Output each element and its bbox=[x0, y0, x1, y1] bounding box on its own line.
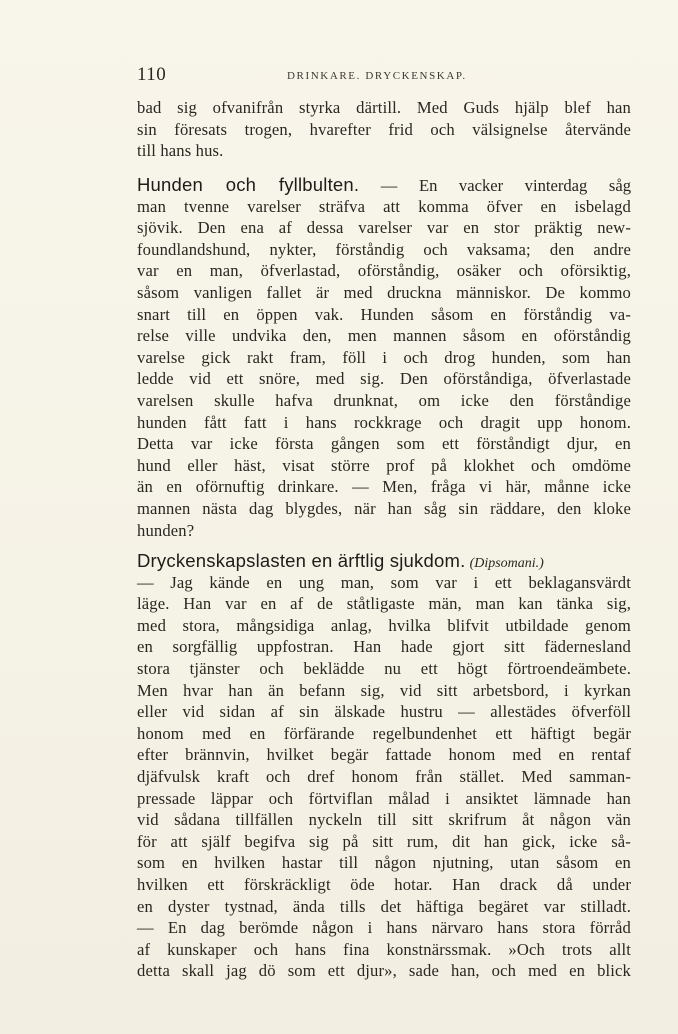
text-line: Men hvar han än befann sig, vid sitt arbetsbord, i kyrkan bbox=[137, 680, 631, 700]
text-line: en sorgfällig uppfostran. Han hade gjort sitt fädernesland bbox=[137, 637, 631, 657]
section-hunden-och-fyllbulten bbox=[137, 174, 631, 541]
text-line: sjövik. Den ena af dessa varelser var en stor präktig new- bbox=[137, 218, 631, 238]
text-line: honom med en förfärande regelbundenhet ett häftigt begär bbox=[137, 723, 631, 743]
text-line: till hans hus. bbox=[137, 141, 224, 161]
text-line: ledde vid ett snöre, med sig. Den oförståndiga, öfverlastade bbox=[137, 369, 631, 389]
text-line: för att själf begifva sig på sitt rum, dit han gick, icke så- bbox=[137, 831, 631, 851]
paragraph-continuation bbox=[137, 97, 631, 162]
text-line: läge. Han var en af de ståtligaste män, man kan tänka sig, bbox=[137, 594, 631, 614]
text-line: vid sådana tillfällen nyckeln till sitt skrifrum åt någon vän bbox=[137, 810, 631, 830]
text-line: varelse gick rakt fram, föll i och drog hunden, som han bbox=[137, 347, 631, 367]
text-line: bad sig ofvanifrån styrka därtill. Med Guds hjälp blef han bbox=[137, 98, 631, 117]
text-line: med stora, mångsidiga anlag, hvilka blifvit utbildade genom bbox=[137, 615, 631, 635]
text-line: sin föresats trogen, hvarefter frid och välsignelse återvände bbox=[137, 119, 631, 139]
section-dryckenskapslasten bbox=[137, 550, 631, 982]
section-heading: Dryckenskapslasten en ärftlig sjukdom. bbox=[137, 550, 466, 571]
text-line: hunden? bbox=[137, 520, 195, 540]
text-line: djäfvulsk kraft och dref honom från stället. Med samman- bbox=[137, 766, 631, 786]
text-line: — En dag berömde någon i hans närvaro hans stora förråd bbox=[137, 918, 631, 938]
text-line: hund eller häst, visat större prof på klokhet och omdöme bbox=[137, 455, 631, 475]
text-line: relse ville undvika den, men mannen såsom en oförståndig bbox=[137, 326, 631, 346]
text-line: snart till en öppen vak. Hunden såsom en förståndig va- bbox=[137, 304, 631, 324]
section-heading-line bbox=[137, 174, 631, 196]
text-line: mannen nästa dag blygdes, när han såg sin räddare, den kloke bbox=[137, 498, 631, 518]
text-line: en dyster tystnad, ända tills det häftiga begäret var stilladt. bbox=[137, 896, 631, 916]
running-head: DRINKARE. DRYCKENSKAP. bbox=[287, 70, 467, 82]
page-number: 110 bbox=[137, 64, 167, 85]
text-line: hunden fått fatt i hans rockkrage och dragit upp honom. bbox=[137, 412, 631, 432]
text-line: Detta var icke första gången som ett förståndigt djur, en bbox=[137, 434, 631, 454]
section-heading-note: (Dipsomani.) bbox=[469, 556, 544, 571]
page-header bbox=[137, 64, 631, 88]
text-line: detta skall jag dö som ett djur», sade han, och med en blick bbox=[137, 961, 631, 981]
text-line: hvilken ett förskräckligt öde hotar. Han drack då under bbox=[137, 874, 631, 894]
text-line: efter brännvin, hvilket begär fattade honom med en rentaf bbox=[137, 745, 631, 765]
section-heading: Hunden och fyllbulten. bbox=[137, 174, 360, 195]
heading-line-text: — En vacker vinterdag såg bbox=[359, 176, 631, 195]
text-line: pressade läppar och förtviflan målad i ansiktet lämnade han bbox=[137, 788, 631, 808]
text-line: än en oförnuftig drinkare. — Men, fråga vi här, månne icke bbox=[137, 477, 631, 497]
text-line: var en man, öfverlastad, oförståndig, osäker och oförsiktig, bbox=[137, 261, 631, 281]
text-line: som en hvilken hastar till någon njutning, utan såsom en bbox=[137, 853, 631, 873]
text-line: såsom vanligen fallet är med druckna människor. De kommo bbox=[137, 282, 631, 302]
text-line: foundlandshund, nykter, förståndig och vaksama; den andre bbox=[137, 239, 631, 259]
text-line: af kunskaper och hans fina konstnärssmak. »Och trots allt bbox=[137, 939, 631, 959]
text-line: varelsen skulle hafva drunknat, om icke den förståndige bbox=[137, 390, 631, 410]
section-heading-line bbox=[137, 550, 631, 572]
text-line: man tvenne varelser sträfva att komma öfver en isbelagd bbox=[137, 196, 631, 216]
text-line: eller vid sidan af sin älskade hustru — allestädes öfverföll bbox=[137, 702, 631, 722]
text-line: stora tjänster och beklädde nu ett högt förtroendeämbete. bbox=[137, 658, 631, 678]
text-line: — Jag kände en ung man, som var i ett beklagansvärdt bbox=[137, 572, 631, 592]
